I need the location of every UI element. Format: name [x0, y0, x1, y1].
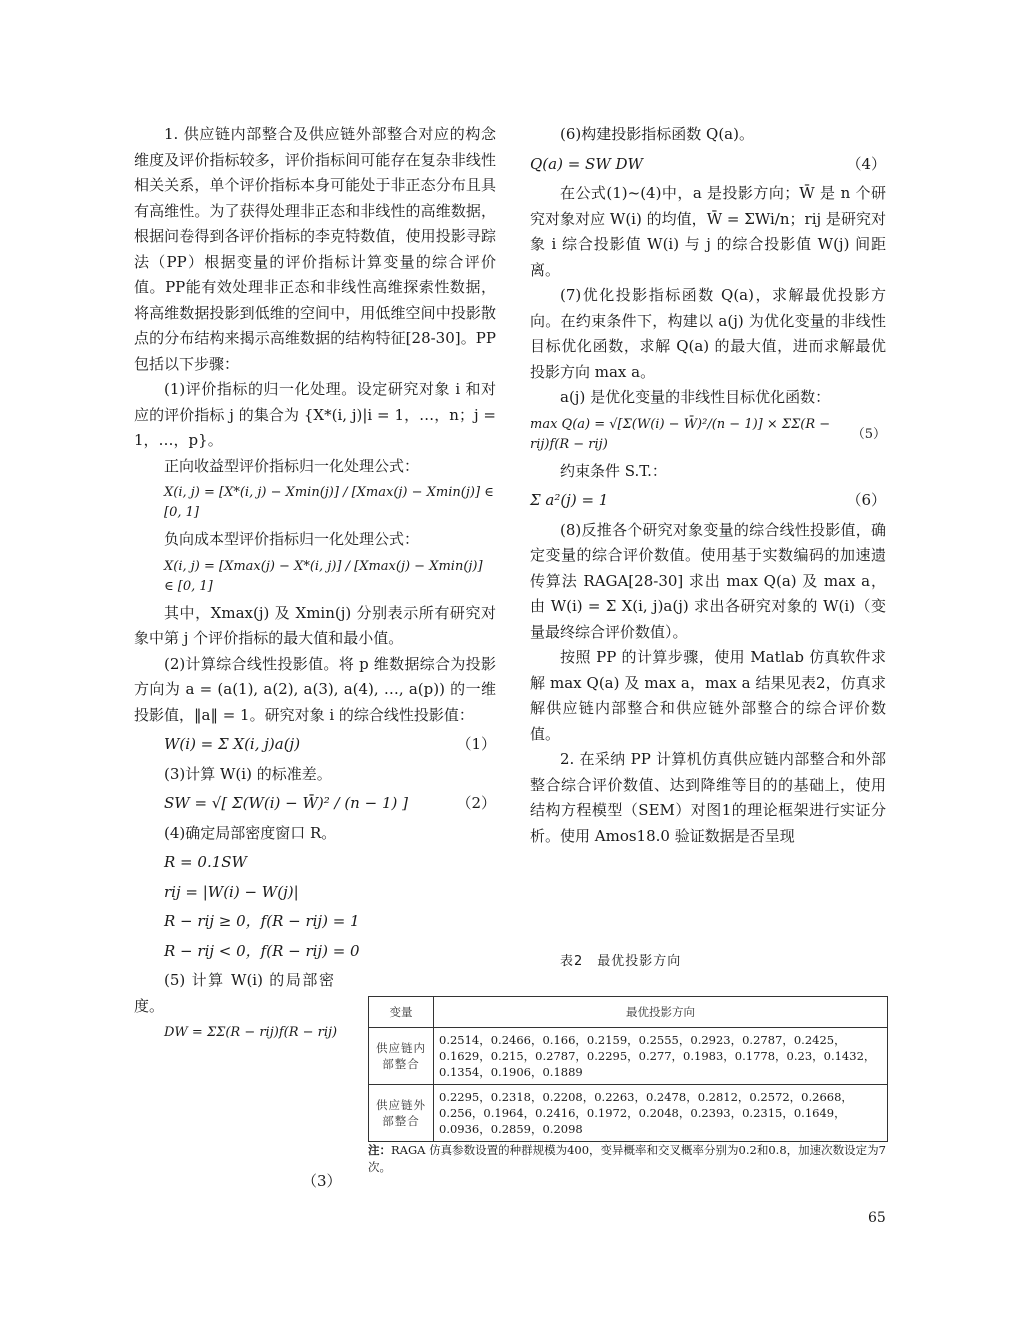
table-caption: 表2 最优投影方向 — [560, 954, 682, 969]
paragraph: 其中，Xmax(j) 及 Xmin(j) 分别表示所有研究对象中第 j 个评价指标的最大值和最小值。 — [134, 603, 496, 647]
equation-number: （6） — [846, 491, 886, 509]
paragraph: 正向收益型评价指标归一化处理公式： — [164, 456, 420, 475]
paragraph: 约束条件 S.T.： — [560, 461, 667, 480]
table-note-text: RAGA 仿真参数设置的种群规模为400，变异概率和交叉概率分别为0.2和0.8，加速次数设定为7次。 — [368, 1143, 886, 1174]
paragraph: (1)评价指标的归一化处理。设定研究对象 i 和对应的评价指标 j 的集合为 {X*(i, j)|i = 1，…，n；j = 1，…，p}。 — [134, 380, 496, 449]
paragraph: (8)反推各个研究对象变量的综合线性投影值，确定变量的综合评价数值。使用基于实数编码的加速遗传算法 RAGA[28-30] 求出 max Q(a) 及 max a，由 W(i) = Σ X(i, j)a(j) 求出各研究对象的 W(i)（变量最终综合评价数值）。 — [530, 520, 886, 641]
equation-r2: rij = |W(i) − W(j)| — [164, 882, 299, 901]
page-number: 65 — [868, 1210, 886, 1226]
equation-negative: X(i, j) = [Xmax(j) − X*(i, j)] / [Xmax(j) − Xmin(j)] ∈ [0, 1] — [164, 558, 483, 594]
table-row — [369, 1028, 888, 1085]
equation-5 — [530, 415, 886, 455]
equation-r1: R = 0.1SW — [164, 853, 247, 871]
paragraph: (3)计算 W(i) 的标准差。 — [164, 764, 332, 783]
paragraph: (2)计算综合线性投影值。将 p 维数据综合为投影方向为 a = (a(1), a(2), a(3), a(4), …, a(p)) 的一维投影值，‖a‖ = 1。研究对象 i 的综合线性投影值： — [134, 654, 496, 724]
paragraph: 负向成本型评价指标归一化处理公式： — [164, 530, 420, 548]
equation-4 — [530, 152, 886, 178]
equation-number: （5） — [851, 426, 886, 442]
table-cell-values: 0.2295，0.2318，0.2208，0.2263，0.2478，0.2812，0.2572，0.2668，0.256，0.1964，0.2416，0.1972，0.2048，0.2393，0.2315，0.1649，0.0936，0.2859，0.2098 — [434, 1085, 888, 1142]
paragraph: (5) 计算 W(i) 的局部密度。 — [134, 971, 334, 1015]
table-header-direction: 最优投影方向 — [434, 997, 888, 1028]
equation-body: SW = √[ Σ(W(i) − W̄)² / (n − 1) ] — [164, 794, 408, 812]
equation-number: （4） — [846, 154, 886, 173]
equation-positive: X(i, j) = [X*(i, j) − Xmin(j)] / [Xmax(j) − Xmin(j)] ∈ [0, 1] — [164, 485, 494, 520]
equation-number: （2） — [456, 794, 496, 812]
equation-2 — [134, 791, 496, 817]
equation-1 — [134, 732, 496, 758]
table-cell-variable: 供应链外部整合 — [369, 1085, 434, 1142]
table-cell-values: 0.2514，0.2466，0.166，0.2159，0.2555，0.2923，0.2787，0.2425，0.1629，0.215，0.2787，0.2295，0.277，0.1983，0.1778，0.23，0.1432，0.1354，0.1906，0.1889 — [434, 1028, 888, 1085]
paragraph: 1. 供应链内部整合及供应链外部整合对应的构念维度及评价指标较多，评价指标间可能存在复杂非线性相关关系，单个评价指标本身可能处于非正态分布且具有高维性。为了获得处理非正态和非线性的高维数据，根据问卷得到各评价指标的李克特数值，使用投影寻踪法（PP）根据变量的评价指标计算变量的综合评价值。PP能有效处理非正态和非线性高维探索性数据，将高维数据投影到低维的空间中，用低维空间中投影散点的分布结构来揭示高维数据的结构特征[28-30]。PP包括以下步骤： — [134, 125, 496, 373]
equation-3: DW = ΣΣ(R − rij)f(R − rij) — [164, 1025, 338, 1040]
table-note-label: 注： — [368, 1143, 391, 1157]
left-column — [134, 122, 496, 1047]
table-optimal-projection — [368, 996, 888, 1142]
equation-body: W(i) = Σ X(i, j)a(j) — [164, 735, 301, 753]
equation-body: max Q(a) = √[Σ(W(i) − W̄)²/(n − 1)] × ΣΣ(R − rij)f(R − rij) — [530, 416, 831, 452]
equation-body: Σ a²(j) = 1 — [530, 491, 609, 509]
paragraph: 2. 在采纳 PP 计算机仿真供应链内部整合和外部整合综合评价数值、达到降维等目的的基础上，使用结构方程模型（SEM）对图1的理论框架进行实证分析。使用 Amos18.0 验证数据是否呈现 — [530, 750, 886, 845]
table-header-variable: 变量 — [369, 997, 434, 1028]
equation-r3: R − rij ≥ 0，f(R − rij) = 1 — [164, 912, 360, 930]
table-note — [368, 1142, 888, 1176]
table-row — [369, 1085, 888, 1142]
paragraph: 按照 PP 的计算步骤，使用 Matlab 仿真软件求解 max Q(a) 及 max a，max a 结果见表2，仿真求解供应链内部整合和供应链外部整合的综合评价数值。 — [530, 648, 886, 743]
paragraph: 在公式(1)~(4)中，a 是投影方向；W̄ 是 n 个研究对象对应 W(i) 的均值，W̄ = ΣWi/n；rij 是研究对象 i 综合投影值 W(i) 与 j 的综合投影值 W(j) 间距离。 — [530, 184, 886, 279]
paragraph: (4)确定局部密度窗口 R。 — [164, 823, 337, 842]
table-cell-variable: 供应链内部整合 — [369, 1028, 434, 1085]
paragraph: a(j) 是优化变量的非线性目标优化函数： — [560, 388, 831, 406]
equation-r4: R − rij < 0，f(R − rij) = 0 — [164, 941, 360, 960]
equation-number: （1） — [456, 735, 496, 753]
paragraph: (6)构建投影指标函数 Q(a)。 — [560, 125, 754, 143]
table-header-row — [369, 997, 888, 1028]
equation-number: （3） — [302, 1172, 342, 1190]
equation-body: Q(a) = SW DW — [530, 154, 643, 173]
equation-6 — [530, 488, 886, 514]
right-column — [530, 122, 886, 849]
paragraph: (7)优化投影指标函数 Q(a)，求解最优投影方向。在约束条件下，构建以 a(j) 为优化变量的非线性目标优化函数，求解 Q(a) 的最大值，进而求解最优投影方向 max a。 — [530, 286, 886, 381]
